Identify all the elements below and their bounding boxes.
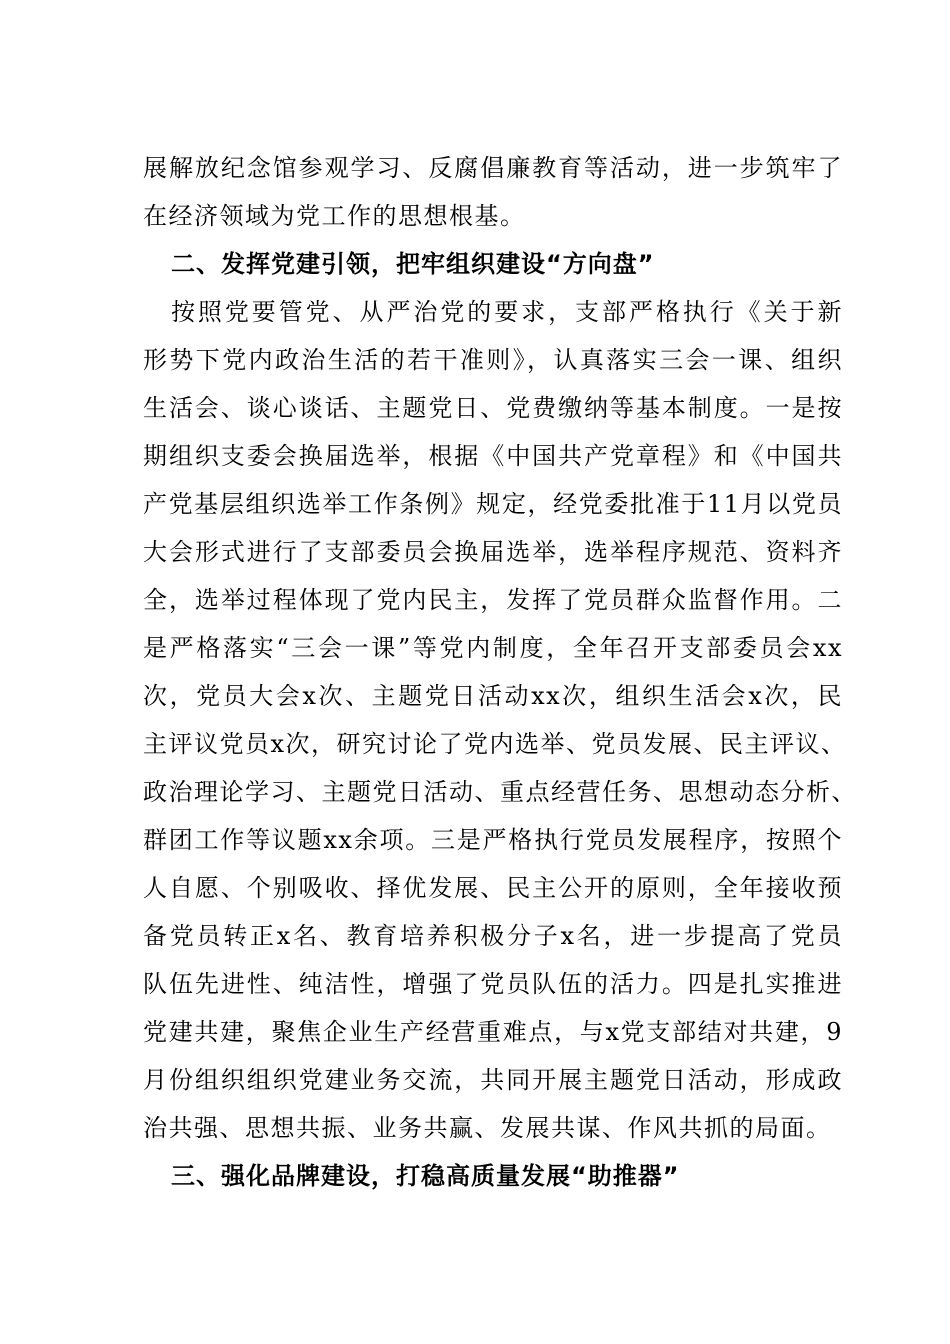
paragraph-line: 大会形式进行了支部委员会换届选举，选举程序规范、资料齐 [143,538,843,566]
section-heading-3: 三、强化品牌建设，打稳高质量发展“助推器” [171,1162,680,1190]
paragraph-line: 生活会、谈心谈话、主题党日、党费缴纳等基本制度。一是按 [143,394,843,422]
paragraph-line: 备党员转正x名、教育培养积极分子x名，进一步提高了党员 [143,922,843,950]
paragraph-line: 期组织支委会换届选举，根据《中国共产党章程》和《中国共 [143,442,843,470]
paragraph-line: 次，党员大会x次、主题党日活动xx次，组织生活会x次，民 [143,682,843,710]
paragraph-line: 治共强、思想共振、业务共赢、发展共谋、作风共抓的局面。 [143,1114,832,1142]
paragraph-line: 产党基层组织选举工作条例》规定，经党委批准于11月以党员 [143,490,843,518]
paragraph-line: 是严格落实“三会一课”等党内制度，全年召开支部委员会xx [143,634,843,662]
paragraph-line: 全，选举过程体现了党内民主，发挥了党员群众监督作用。二 [143,586,843,614]
document-body [143,144,857,1200]
paragraph-line: 形势下党内政治生活的若干准则》，认真落实三会一课、组织 [143,346,843,374]
paragraph-line: 政治理论学习、主题党日活动、重点经营任务、思想动态分析、 [143,778,857,806]
paragraph-line: 人自愿、个别吸收、择优发展、民主公开的原则，全年接收预 [143,874,843,902]
paragraph-line: 党建共建，聚焦企业生产经营重难点，与x党支部结对共建，9 [143,1018,843,1046]
paragraph-line: 队伍先进性、纯洁性，增强了党员队伍的活力。四是扎实推进 [143,970,843,998]
paragraph-line: 展解放纪念馆参观学习、反腐倡廉教育等活动，进一步筑牢了 [143,154,843,182]
paragraph-line: 群团工作等议题xx余项。三是严格执行党员发展程序，按照个 [143,826,843,854]
paragraph-line: 主评议党员x次，研究讨论了党内选举、党员发展、民主评议、 [143,730,847,758]
section-heading-2: 二、发挥党建引领，把牢组织建设“方向盘” [171,250,655,278]
paragraph-line: 月份组织组织党建业务交流，共同开展主题党日活动，形成政 [143,1066,843,1094]
paragraph-line: 按照党要管党、从严治党的要求，支部严格执行《关于新 [171,298,843,326]
paragraph-line: 在经济领域为党工作的思想根基。 [143,202,526,230]
